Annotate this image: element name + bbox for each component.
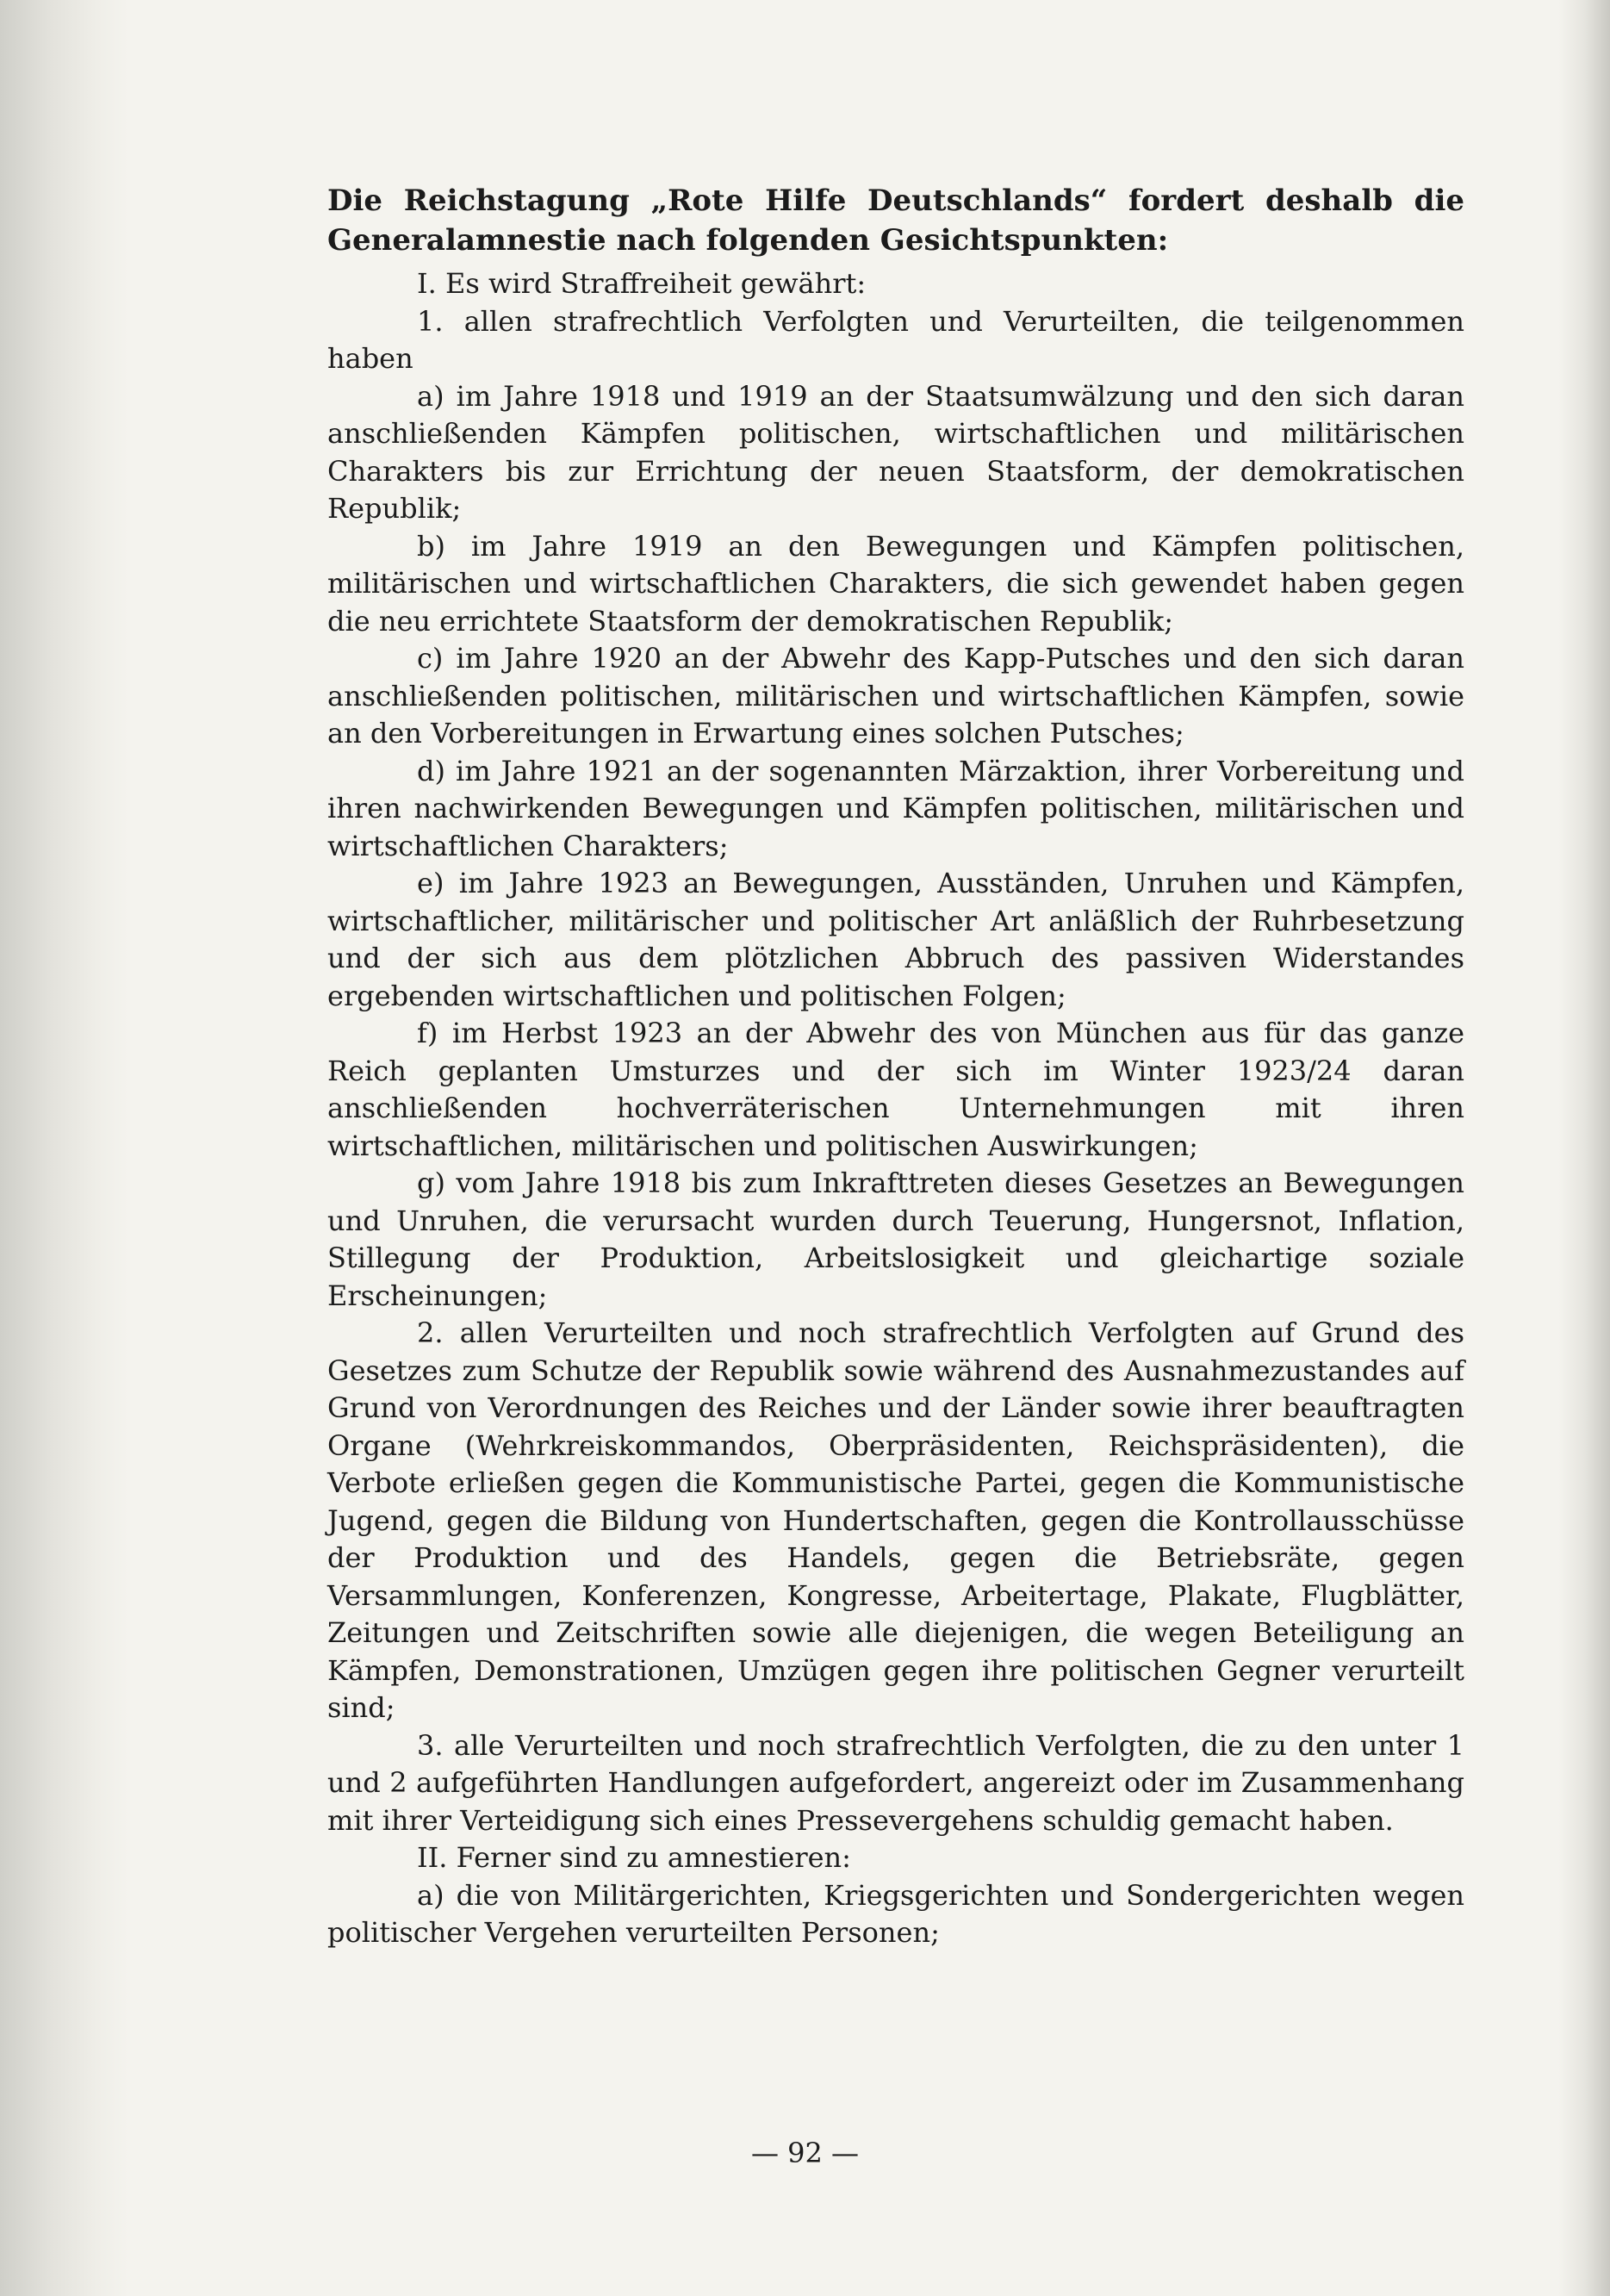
section-title-1: I. Es wird Straffreiheit gewährt: — [417, 267, 867, 300]
page-shadow-left — [0, 0, 129, 2296]
page-heading: Die Reichstagung „Rote Hilfe Deutschlands“ fordert deshalb die Generalamnestie nach folgenden Gesichtspunkten: — [327, 184, 1464, 258]
section-title-2: II. Ferner sind zu amnestieren: — [417, 1841, 851, 1874]
paragraph-1c: c) im Jahre 1920 an der Abwehr des Kapp-Putsches und den sich daran anschließenden politischen, militärischen und wirtschaftlichen Kämpfen, sowie an den Vorbereitungen in Erwartung eines solchen Putsches; — [327, 642, 1464, 750]
paragraph-1g: g) vom Jahre 1918 bis zum Inkrafttreten dieses Gesetzes an Bewegungen und Unruhen, die verursacht wurden durch Teuerung, Hungersnot, Inflation, Stillegung der Produktion, Arbeitslosigkeit und gleichartige soziale Erscheinungen; — [327, 1167, 1464, 1312]
paragraph-2a: a) die von Militärgerichten, Kriegsgerichten und Sondergerichten wegen politischer Vergehen verurteilten Personen; — [327, 1878, 1464, 1949]
document-page — [327, 181, 1464, 1952]
paragraph-1d: d) im Jahre 1921 an der sogenannten Märzaktion, ihrer Vorbereitung und ihren nachwirkenden Bewegungen und Kämpfen politischen, militärischen und wirtschaftlichen Charakters; — [327, 754, 1464, 862]
paragraph-1e: e) im Jahre 1923 an Bewegungen, Ausständen, Unruhen und Kämpfen, wirtschaftlicher, militärischer und politischer Art anläßlich der Ruhrbesetzung und der sich aus dem plötzlichen Abbruch des passiven Widerstandes ergebenden wirtschaftlichen und politischen Folgen; — [327, 867, 1464, 1012]
paragraph-1f: f) im Herbst 1923 an der Abwehr des von München aus für das ganze Reich geplanten Umsturzes und der sich im Winter 1923/24 daran anschließenden hochverräterischen Unternehmungen mit ihren wirtschaftlichen, militärischen und politischen Auswirkungen; — [327, 1017, 1464, 1162]
paragraph-3: 3. alle Verurteilten und noch strafrechtlich Verfolgten, die zu den unter 1 und 2 aufgeführten Handlungen aufgefordert, angereizt oder im Zusammenhang mit ihrer Verteidigung sich eines Pressevergehens schuldig gemacht haben. — [327, 1728, 1464, 1837]
paragraph-1: 1. allen strafrechtlich Verfolgten und Verurteilten, die teilgenommen haben — [327, 304, 1464, 375]
paragraph-1a: a) im Jahre 1918 und 1919 an der Staatsumwälzung und den sich daran anschließenden Kämpfen politischen, wirtschaftlichen und militärischen Charakters bis zur Errichtung der neuen Staatsform, der demokratischen Republik; — [327, 379, 1464, 525]
paragraph-2: 2. allen Verurteilten und noch strafrechtlich Verfolgten auf Grund des Gesetzes zum Schutze der Republik sowie während des Ausnahmezustandes auf Grund von Verordnungen des Reiches und der Länder sowie ihrer beauftragten Organe (Wehrkreiskommandos, Oberpräsidenten, Reichspräsidenten), die Verbote erließen gegen die Kommunistische Partei, gegen die Kommunistische Jugend, gegen die Bildung von Hundertschaften, gegen die Kontrollausschüsse der Produktion und des Handels, gegen die Betriebsräte, gegen Versammlungen, Konferenzen, Kongresse, Arbeitertage, Plakate, Flugblätter, Zeitungen und Zeitschriften sowie alle diejenigen, die wegen Beteiligung an Kämpfen, Demonstrationen, Umzügen gegen ihre politischen Gegner verurteilt sind; — [327, 1316, 1464, 1724]
paragraph-1b: b) im Jahre 1919 an den Bewegungen und Kämpfen politischen, militärischen und wirtschaftlichen Charakters, die sich gewendet haben gegen die neu errichtete Staatsform der demokratischen Republik; — [327, 529, 1464, 638]
page-number: — 92 — — [750, 2137, 860, 2169]
page-shadow-right — [1558, 0, 1610, 2296]
